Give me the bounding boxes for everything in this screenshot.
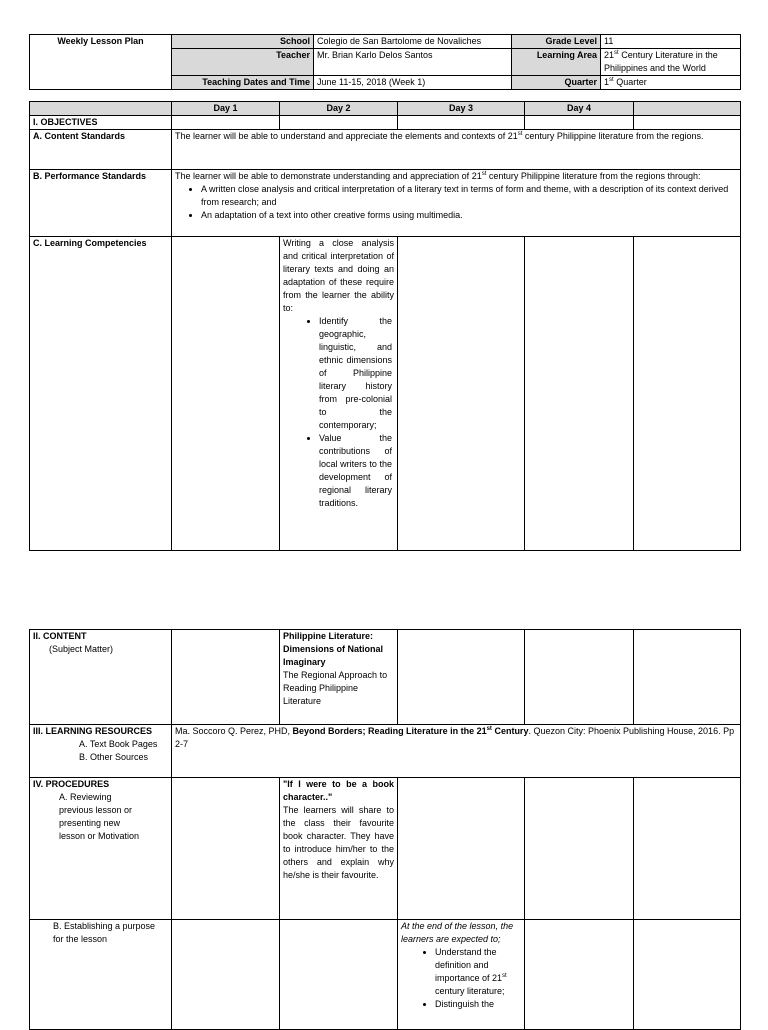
- content-standards-text: The learner will be able to understand and appreciate the elements and contexts of 21st century Philippine literature from the regions.: [172, 130, 741, 170]
- learning-area-value: 21st Century Literature in the Philippines and the World: [601, 49, 741, 76]
- content-standards-label: A. Content Standards: [30, 130, 172, 170]
- content-subtitle: The Regional Approach to Reading Philippine Literature: [283, 670, 388, 706]
- day-2-header: Day 2: [280, 102, 398, 116]
- content-label-cell: [30, 630, 172, 725]
- day-1-header: Day 1: [172, 102, 280, 116]
- content-day-2: [280, 630, 398, 725]
- competency-bullet: • Identify the geographic, linguistic, and ethnic dimensions of Philippine literary history from pre-colonial to the contemporary;: [319, 315, 392, 432]
- teacher-value: Mr. Brian Karlo Delos Santos: [314, 49, 512, 76]
- grade-level-value: 11: [601, 35, 741, 49]
- header-table: [29, 34, 741, 90]
- procedure-b-bullet: • Understand the definition and importance of 21st century literature;: [435, 946, 521, 998]
- resources-label-cell: [30, 725, 172, 778]
- procedure-b-label: B. Establishing a purpose for the lesson: [53, 921, 156, 944]
- procedure-a-text: The learners will share to the class their favourite book character. They have to introduce him/her to the others and explain why he/she is their favourite.: [283, 805, 394, 880]
- procedure-a-label: A. Reviewing previous lesson or presenting new lesson or Motivation: [59, 792, 140, 841]
- procedure-a-title: "If I were to be a book character..": [283, 779, 394, 802]
- procedure-b-intro: At the end of the lesson, the learners are expected to;: [401, 921, 514, 944]
- quarter-label: Quarter: [512, 76, 601, 90]
- resources-item-a: A. Text Book Pages: [79, 739, 158, 749]
- objectives-heading: I. OBJECTIVES: [30, 116, 172, 130]
- performance-bullet: • A written close analysis and critical interpretation of a literary text in terms of form and theme, with a description of its context derived from research; and: [201, 183, 737, 209]
- content-sublabel: (Subject Matter): [49, 644, 114, 654]
- objectives-table: [29, 101, 741, 551]
- procedure-a-label-cell: [30, 778, 172, 920]
- teacher-label: Teacher: [172, 49, 314, 76]
- lesson-plan-title: Weekly Lesson Plan: [30, 35, 172, 90]
- procedures-label: IV. PROCEDURES: [33, 779, 110, 789]
- resources-label: III. LEARNING RESOURCES: [33, 726, 153, 736]
- grade-level-label: Grade Level: [512, 35, 601, 49]
- day-3-header: Day 3: [398, 102, 525, 116]
- corner-cell: [30, 102, 172, 116]
- performance-standards-label: B. Performance Standards: [30, 170, 172, 237]
- performance-bullet: • An adaptation of a text into other creative forms using multimedia.: [201, 209, 737, 222]
- competencies-intro: Writing a close analysis and critical interpretation of literary texts and doing an adaptation of these require from the learner the ability to:: [283, 238, 394, 313]
- teaching-dates-label: Teaching Dates and Time: [172, 76, 314, 90]
- procedure-b-day-3: [398, 920, 525, 1030]
- learning-area-label: Learning Area: [512, 49, 601, 76]
- teaching-dates-value: June 11-15, 2018 (Week 1): [314, 76, 512, 90]
- resources-item-b: B. Other Sources: [79, 752, 149, 762]
- performance-standards-text: The learner will be able to demonstrate understanding and appreciation of 21st century Philippine literature from the regions through: • A written close analysis and critical interpretation of a literary text in terms of form and theme, with a description of its context derived from research; and • An adaptation of a text into other creative forms using multimedia.: [172, 170, 741, 237]
- school-label: School: [172, 35, 314, 49]
- day-4-header: Day 4: [525, 102, 634, 116]
- procedures-table: [29, 629, 741, 1030]
- day-5-header: [634, 102, 741, 116]
- procedure-b-label-cell: [30, 920, 172, 1030]
- school-value: Colegio de San Bartolome de Novaliches: [314, 35, 512, 49]
- quarter-value: 1st Quarter: [601, 76, 741, 90]
- procedure-b-bullet: • Distinguish the: [435, 998, 521, 1011]
- learning-competencies-text: [280, 237, 398, 551]
- learning-competencies-label: C. Learning Competencies: [30, 237, 172, 551]
- competency-bullet: • Value the contributions of local writers to the development of regional literary traditions.: [319, 432, 392, 510]
- procedure-a-day-2: [280, 778, 398, 920]
- content-title: Philippine Literature: Dimensions of National Imaginary: [283, 631, 384, 667]
- resources-text: Ma. Soccoro Q. Perez, PHD, Beyond Borders; Reading Literature in the 21st Century. Quezon City: Phoenix Publishing House, 2016. Pp 2-7: [172, 725, 741, 778]
- content-label: II. CONTENT: [33, 631, 87, 641]
